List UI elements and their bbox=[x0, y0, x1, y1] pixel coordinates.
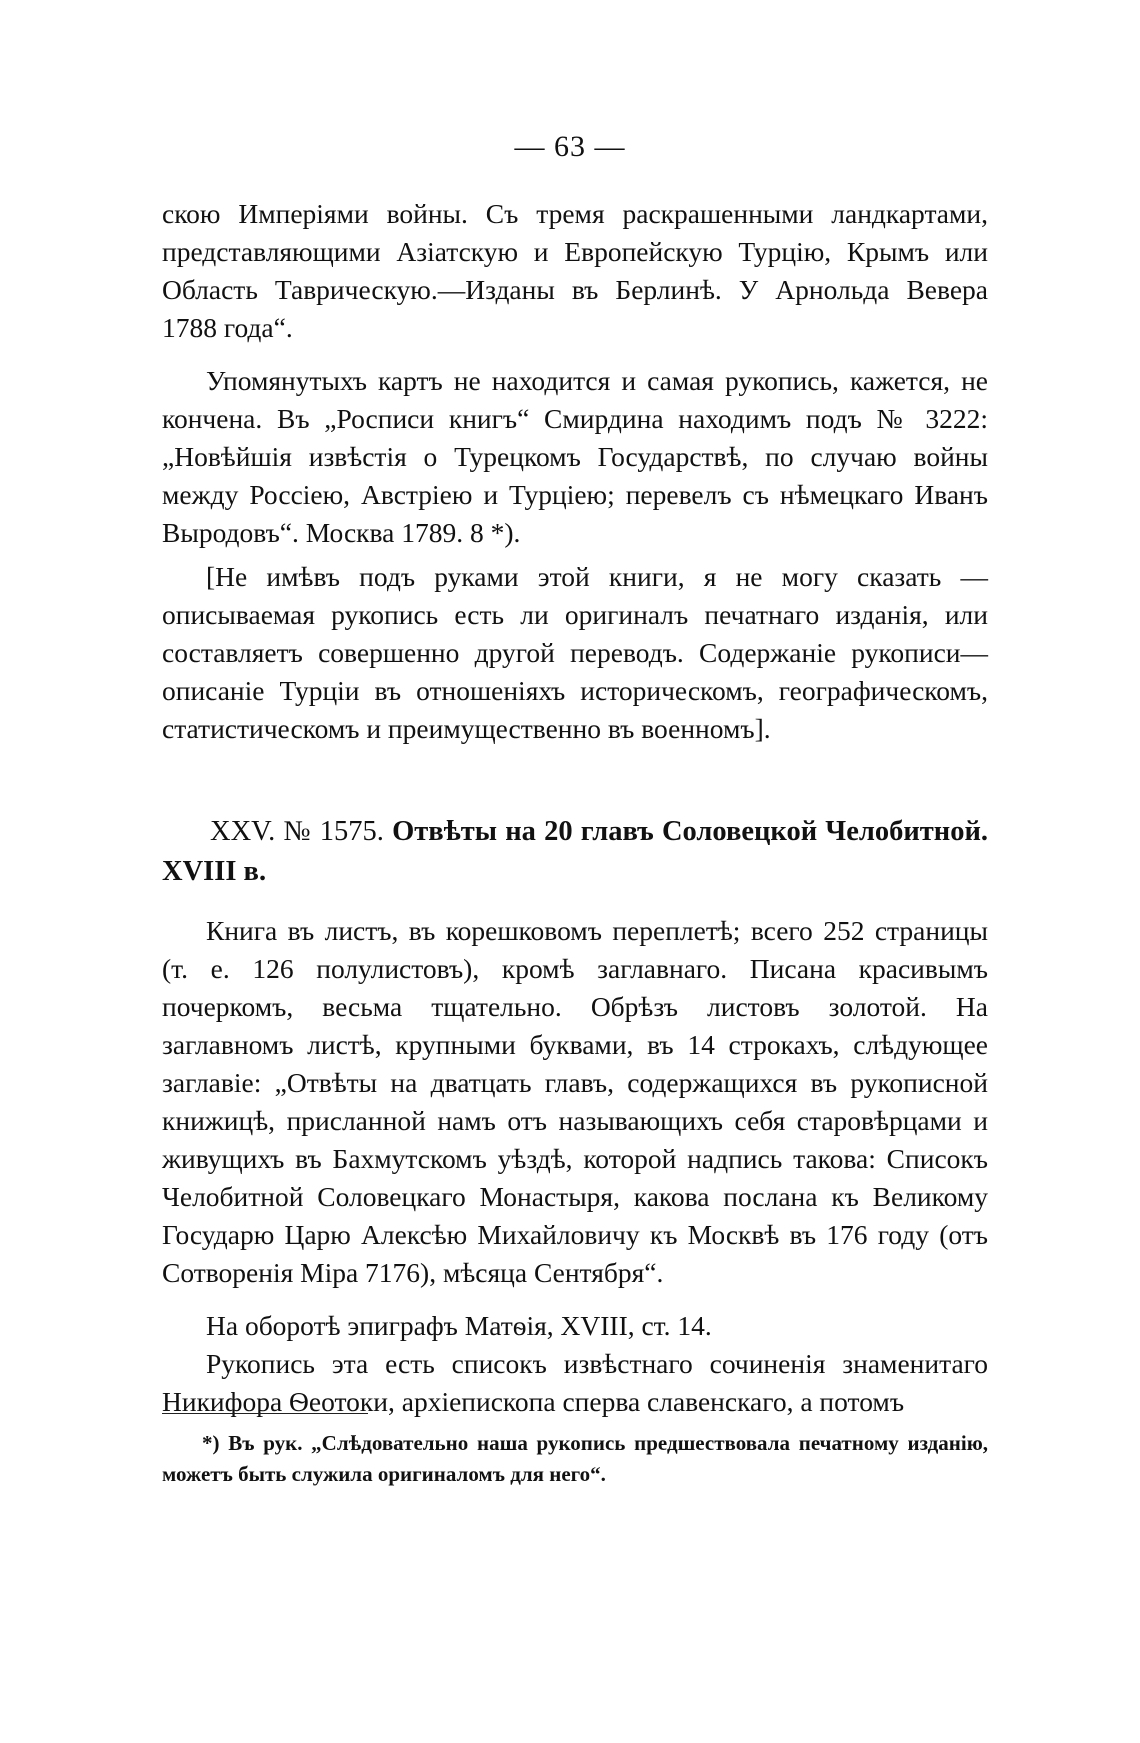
footnote: *) Въ рук. „Слѣдовательно наша рукопись предшествовала печатному изданію, можетъ быть служила оригиналомъ для него“. bbox=[162, 1431, 988, 1486]
paragraph-description: Книга въ листъ, въ корешковомъ переплетѣ; всего 252 страницы (т. е. 126 полулистовъ), кромѣ заглавнаго. Писана красивымъ почеркомъ, весьма тщательно. Обрѣзъ листовъ золотой. На заглавномъ листѣ, крупными буквами, въ 14 строкахъ, слѣдующее заглавіе: „Отвѣты на дватцать главъ, содержащихся въ рукописной книжицѣ, присланной намъ отъ называющихъ себя старовѣрцами и живущихъ въ Бахмутскомъ уѣздѣ, которой надпись такова: Списокъ Челобитной Соловецкаго Монастыря, какова послана къ Великому Государю Царю Алексѣю Михайловичу къ Москвѣ въ 176 году (отъ Сотворенія Міра 7176), мѣсяца Сентября“. bbox=[162, 915, 988, 1288]
footnote-divider bbox=[162, 1413, 368, 1414]
paragraph-source: Рукопись эта есть списокъ извѣстнаго сочиненія знаменитаго Никифора Ѳеотоки, архіепископа сперва славенскаго, а потомъ bbox=[162, 1348, 988, 1417]
paragraph-maps-note: Упомянутыхъ картъ не находится и самая рукопись, кажется, не кончена. Въ „Росписи книгъ“ Смирдина находимъ подъ № 3222: „Новѣйшія извѣстія о Турецкомъ Государствѣ, по случаю войны между Россіею, Австріею и Турціею; перевелъ съ нѣмецкаго Иванъ Выродовъ“. Москва 1789. 8 *). bbox=[162, 365, 988, 548]
main-text bbox=[162, 195, 988, 1421]
page-number: — 63 — bbox=[514, 130, 626, 163]
paragraph-epigraph: На оборотѣ эпиграфъ Матѳія, XVIII, ст. 14. bbox=[206, 1310, 712, 1341]
paragraph-bracket-note: [Не имѣвъ подъ руками этой книги, я не могу сказать — описываемая рукопись есть ли оригиналъ печатнаго изданія, или составляетъ совершенно другой переводъ. Содержаніе рукописи— описаніе Турціи въ отношеніяхъ историческомъ, географическомъ, статистическомъ и преимущественно въ военномъ]. bbox=[162, 561, 988, 744]
entry-number: XXV. № 1575. bbox=[210, 816, 384, 847]
paragraph-continuation: скою Имперіями войны. Съ тремя раскрашенными ландкартами, представляющими Азіатскую и Европейскую Турцію, Крымъ или Область Таврическую.—Изданы въ Берлинѣ. У Арнольда Вевера 1788 года“. bbox=[162, 198, 988, 343]
entry-title: Отвѣты на 20 главъ Соловецкой Челобитной. XVIII в. bbox=[162, 816, 988, 887]
entry-heading bbox=[162, 812, 988, 892]
